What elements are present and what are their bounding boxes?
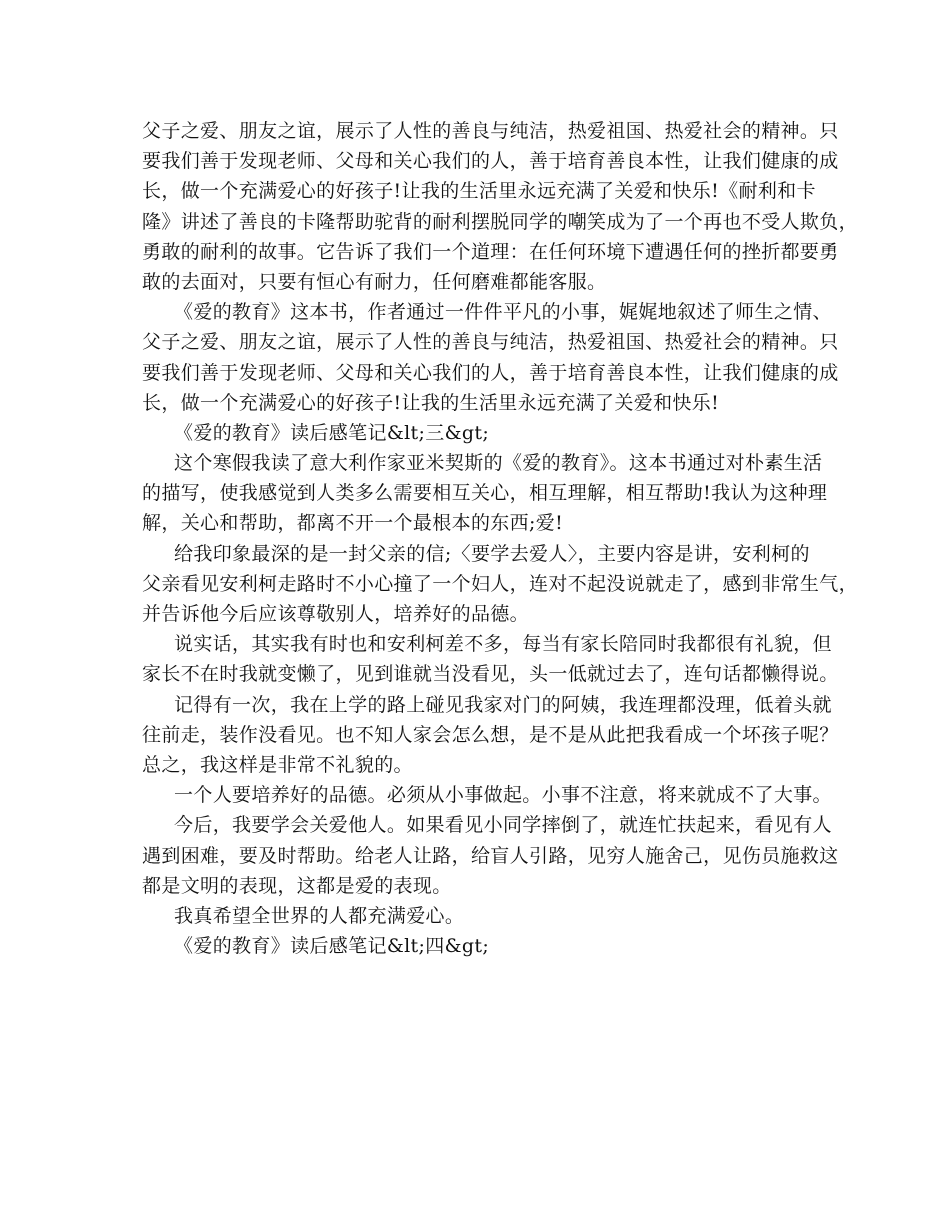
paragraph-start-line: 说实话，其实我有时也和安利柯差不多，每当有家长陪同时我都很有礼貌，但 xyxy=(174,633,832,656)
text-line: 并告诉他今后应该尊敬别人，培养好的品德。 xyxy=(142,603,530,625)
section-heading: 《爱的教育》读后感笔记&lt;三&gt; xyxy=(174,421,490,444)
paragraph-start-line: 记得有一次，我在上学的路上碰见我家对门的阿姨，我连理都没理，低着头就 xyxy=(174,693,832,716)
text-line: 要我们善于发现老师、父母和关心我们的人，善于培育善良本性，让我们健康的成 xyxy=(142,361,839,384)
paragraph-start-line: 一个人要培养好的品德。必须从小事做起。小事不注意，将来就成不了大事。 xyxy=(174,784,832,807)
paragraph-start-line: 这个寒假我读了意大利作家亚米契斯的《爱的教育》。这本书通过对朴素生活 xyxy=(174,452,823,475)
text-line: 隆》讲述了善良的卡隆帮助驼背的耐利摆脱同学的嘲笑成为了一个再也不受人欺负， xyxy=(142,210,858,233)
text-line: 要我们善于发现老师、父母和关心我们的人，善于培育善良本性，让我们健康的成 xyxy=(142,150,839,173)
text-line: 往前走，装作没看见。也不知人家会怎么想，是不是从此把我看成一个坏孩子呢？ xyxy=(142,723,839,746)
text-line: 长，做一个充满爱心的好孩子!让我的生活里永远充满了关爱和快乐!《耐利和卡 xyxy=(142,180,816,203)
document-body xyxy=(142,116,858,961)
text-line: 都是文明的表现，这都是爱的表现。 xyxy=(142,874,452,897)
paragraph-start-line: 《爱的教育》这本书，作者通过一件件平凡的小事，娓娓地叙述了师生之情、 xyxy=(174,301,832,324)
text-line: 敢的去面对，只要有恒心有耐力，任何磨难都能客服。 xyxy=(142,270,607,293)
paragraph-start-line: 今后，我要学会关爱他人。如果看见小同学摔倒了，就连忙扶起来，看见有人 xyxy=(174,814,832,837)
text-line: 总之，我这样是非常不礼貌的。 xyxy=(142,753,413,776)
text-line: 父亲看见安利柯走路时不小心撞了一个妇人，连对不起没说就走了，感到非常生气， xyxy=(142,572,858,595)
text-line: 长，做一个充满爱心的好孩子!让我的生活里永远充满了关爱和快乐! xyxy=(142,391,720,414)
text-line: 遇到困难，要及时帮助。给老人让路，给盲人引路，见穷人施舍己，见伤员施救这 xyxy=(142,844,839,867)
section-heading: 《爱的教育》读后感笔记&lt;四&gt; xyxy=(174,935,490,958)
text-line: 的描写，使我感觉到人类多么需要相互关心，相互理解，相互帮助!我认为这种理 xyxy=(142,482,828,505)
text-line: 父子之爱、朋友之谊，展示了人性的善良与纯洁，热爱祖国、热爱社会的精神。只 xyxy=(142,331,839,354)
text-line: 勇敢的耐利的故事。它告诉了我们一个道理：在任何环境下遭遇任何的挫折都要勇 xyxy=(142,240,839,263)
paragraph-start-line: 给我印象最深的是一封父亲的信;〈要学去爱人〉，主要内容是讲，安利柯的 xyxy=(174,542,810,565)
text-line: 父子之爱、朋友之谊，展示了人性的善良与纯洁，热爱祖国、热爱社会的精神。只 xyxy=(142,120,839,142)
paragraph-start-line: 我真希望全世界的人都充满爱心。 xyxy=(174,904,465,927)
text-line: 家长不在时我就变懒了，见到谁就当没看见，头一低就过去了，连句话都懒得说。 xyxy=(142,663,839,686)
text-line: 解，关心和帮助，都离不开一个最根本的东西;爱! xyxy=(142,512,564,535)
